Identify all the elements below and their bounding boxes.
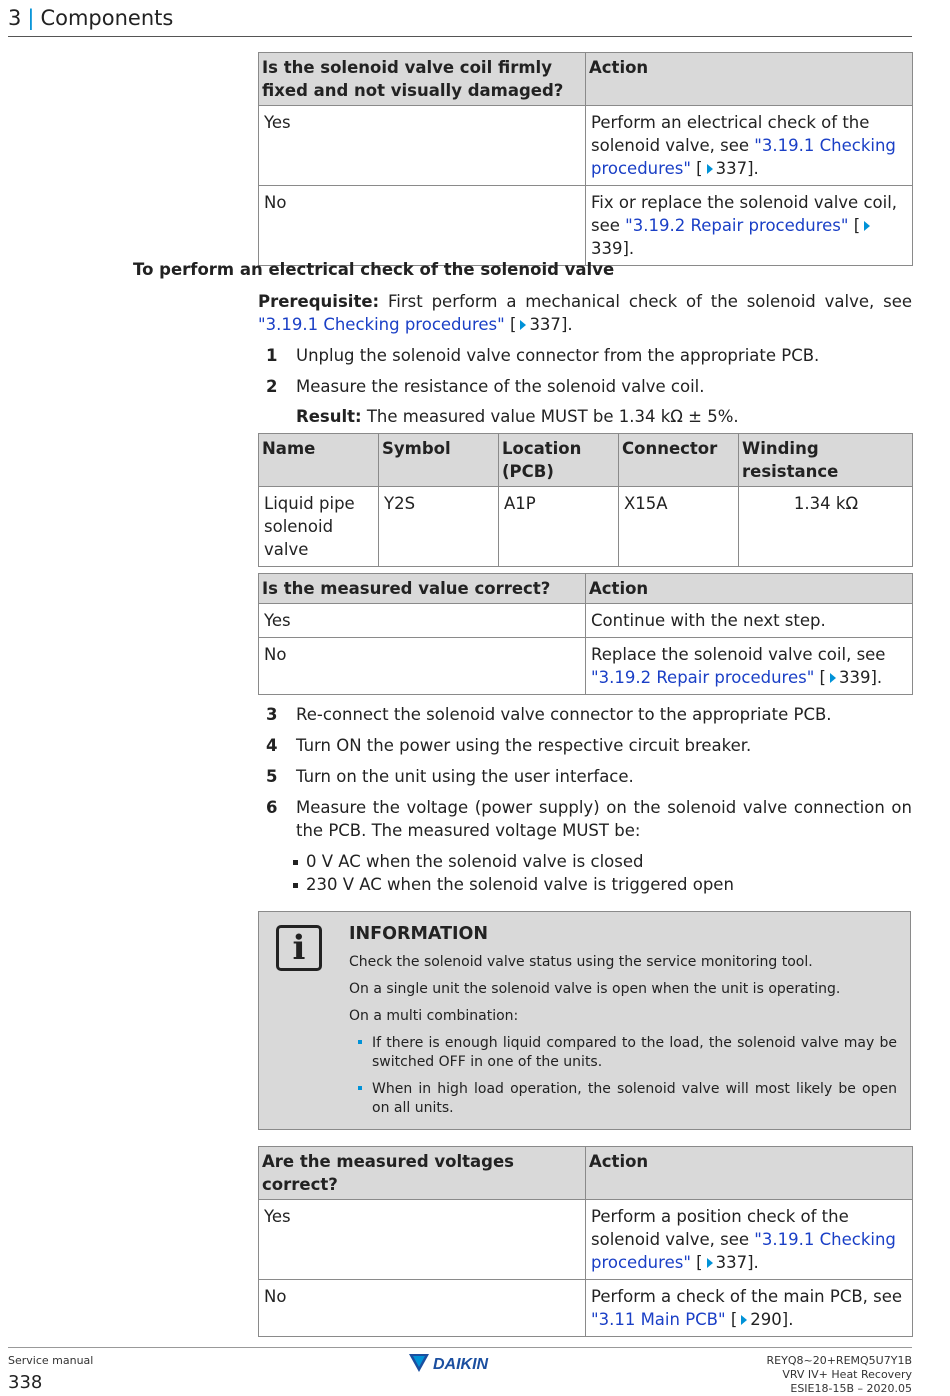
product-name: VRV IV+ Heat Recovery [782,1368,912,1381]
footer-product-info [767,1354,912,1396]
page-ref-link[interactable]: 337 [529,315,561,334]
information-text: On a multi combination: [349,1008,519,1024]
table-cell: X15A [619,487,739,567]
action-cell: Perform a check of the main PCB, see "3.11 Main PCB" [ 290]. [586,1280,913,1337]
page-ref-link[interactable]: 339 [591,239,623,258]
checking-procedures-link[interactable]: "3.19.1 Checking procedures" [258,315,505,334]
list-item: 230 V AC when the solenoid valve is triggered open [258,873,912,896]
question-header: Is the measured value correct? [259,574,586,604]
list-item: If there is enough liquid compared to the load, the solenoid valve may be switched OFF in one of the units. [349,1034,897,1072]
header-rule [8,36,912,37]
information-bullets [349,1034,897,1118]
table-cell: Y2S [379,487,499,567]
action-cell: Fix or replace the solenoid valve coil, see "3.19.2 Repair procedures" [339]. [586,186,913,266]
voltage-bullets [258,850,912,896]
section-heading: To perform an electrical check of the solenoid valve [133,260,615,279]
repair-procedures-link[interactable]: "3.19.2 Repair procedures" [591,668,815,687]
column-header: Symbol [379,434,499,487]
page-header [8,6,912,30]
page-ref-link[interactable]: 339 [838,668,871,687]
action-cell: Perform a position check of the solenoid valve, see "3.19.1 Checking procedures" [ 337]. [586,1200,913,1280]
question-header: Are the measured voltages correct? [259,1147,586,1200]
resistance-table [258,433,913,567]
list-item: 1 Unplug the solenoid valve connector from the appropriate PCB. [266,346,820,365]
column-header: Winding resistance [739,434,913,487]
answer-cell: No [259,1280,586,1337]
list-item: 4 Turn ON the power using the respective circuit breaker. [266,736,752,755]
list-item: 2 Measure the resistance of the solenoid valve coil. [266,377,705,396]
chapter-title: Components [40,6,174,30]
information-body [349,922,897,1126]
table-row [259,186,913,266]
page-ref-link[interactable]: 290 [750,1310,782,1329]
page-ref-link[interactable]: 337 [715,1253,748,1272]
action-header: Action [586,574,913,604]
table-header-row [259,53,913,106]
daikin-logo [409,1352,514,1374]
table-header-row [259,434,913,487]
checking-procedures-link[interactable]: "3.19.1 Checking procedures" [591,1230,896,1272]
table-row [259,106,913,186]
table-row [259,638,913,695]
answer-cell: Yes [259,604,586,638]
information-text: On a single unit the solenoid valve is open when the unit is operating. [349,981,841,997]
result-line: Result: The measured value MUST be 1.34 kΩ ± 5%. [296,407,739,426]
procedure-intro [258,290,912,428]
information-box [258,911,911,1130]
page-ref-arrow-icon [707,164,713,174]
list-item: 6 Measure the voltage (power supply) on the solenoid valve connection on the PCB. The measured voltage MUST be: [266,798,912,840]
action-cell: Continue with the next step. [586,604,913,638]
prerequisite-label: Prerequisite: [258,292,380,311]
document-code: ESIE18-15B – 2020.05 [790,1382,912,1395]
page-ref-arrow-icon [864,221,870,231]
header-separator: | [27,6,35,30]
information-text: Check the solenoid valve status using the service monitoring tool. [349,954,813,970]
action-cell: Replace the solenoid valve coil, see "3.19.2 Repair procedures" [ 339]. [586,638,913,695]
answer-cell: Yes [259,1200,586,1280]
procedure-steps [258,703,912,896]
page-ref-arrow-icon [741,1315,747,1325]
question-header: Is the solenoid valve coil firmly fixed and not visually damaged? [259,53,586,106]
page-ref-arrow-icon [520,320,526,330]
page-number: 338 [8,1372,43,1393]
table-row [259,1280,913,1337]
chapter-number: 3 [8,6,22,30]
info-icon: i [276,925,322,971]
footer-rule [8,1347,912,1348]
answer-cell: No [259,638,586,695]
coil-check-table [258,52,913,266]
footer-doc-type: Service manual [8,1354,94,1367]
action-header: Action [586,1147,913,1200]
table-cell: A1P [499,487,619,567]
model-code: REYQ8~20+REMQ5U7Y1B [766,1354,912,1367]
column-header: Connector [619,434,739,487]
measured-value-table-block [258,573,912,695]
list-item: 5 Turn on the unit using the user interface. [266,767,634,786]
list-item: When in high load operation, the solenoid valve will most likely be open on all units. [349,1080,897,1118]
information-title: INFORMATION [349,924,489,944]
table-header-row [259,1147,913,1200]
list-item: 0 V AC when the solenoid valve is closed [258,850,912,873]
table-header-row [259,574,913,604]
prerequisite-paragraph: Prerequisite: First perform a mechanical check of the solenoid valve, see "3.19.1 Checking procedures" [ 337]. [258,292,912,334]
checking-procedures-link[interactable]: "3.19.1 Checking procedures" [591,136,896,178]
page-ref-arrow-icon [707,1258,713,1268]
table-row [259,1200,913,1280]
action-cell: Perform an electrical check of the solenoid valve, see "3.19.1 Checking procedures" [ 337]. [586,106,913,186]
repair-procedures-link[interactable]: "3.19.2 Repair procedures" [625,216,849,235]
voltage-table [258,1146,913,1337]
page-ref-arrow-icon [830,673,836,683]
main-pcb-link[interactable]: "3.11 Main PCB" [591,1310,726,1329]
answer-cell: Yes [259,106,586,186]
table-row [259,604,913,638]
steps-list-a [258,344,912,398]
table-cell: Liquid pipe solenoid valve [259,487,379,567]
column-header: Name [259,434,379,487]
voltage-table-block [258,1146,912,1337]
list-item: 3 Re-connect the solenoid valve connector to the appropriate PCB. [266,705,832,724]
column-header: Location (PCB) [499,434,619,487]
action-header: Action [586,53,913,106]
table-cell: 1.34 kΩ [739,487,913,567]
coil-check-table-block [258,52,912,266]
resistance-table-block [258,433,912,567]
page-ref-link[interactable]: 337 [715,159,748,178]
result-label: Result: [296,407,362,426]
table-row [259,487,913,567]
measured-value-table [258,573,913,695]
steps-list-b [258,703,912,842]
answer-cell: No [259,186,586,266]
svg-text:DAIKIN: DAIKIN [433,1356,489,1373]
